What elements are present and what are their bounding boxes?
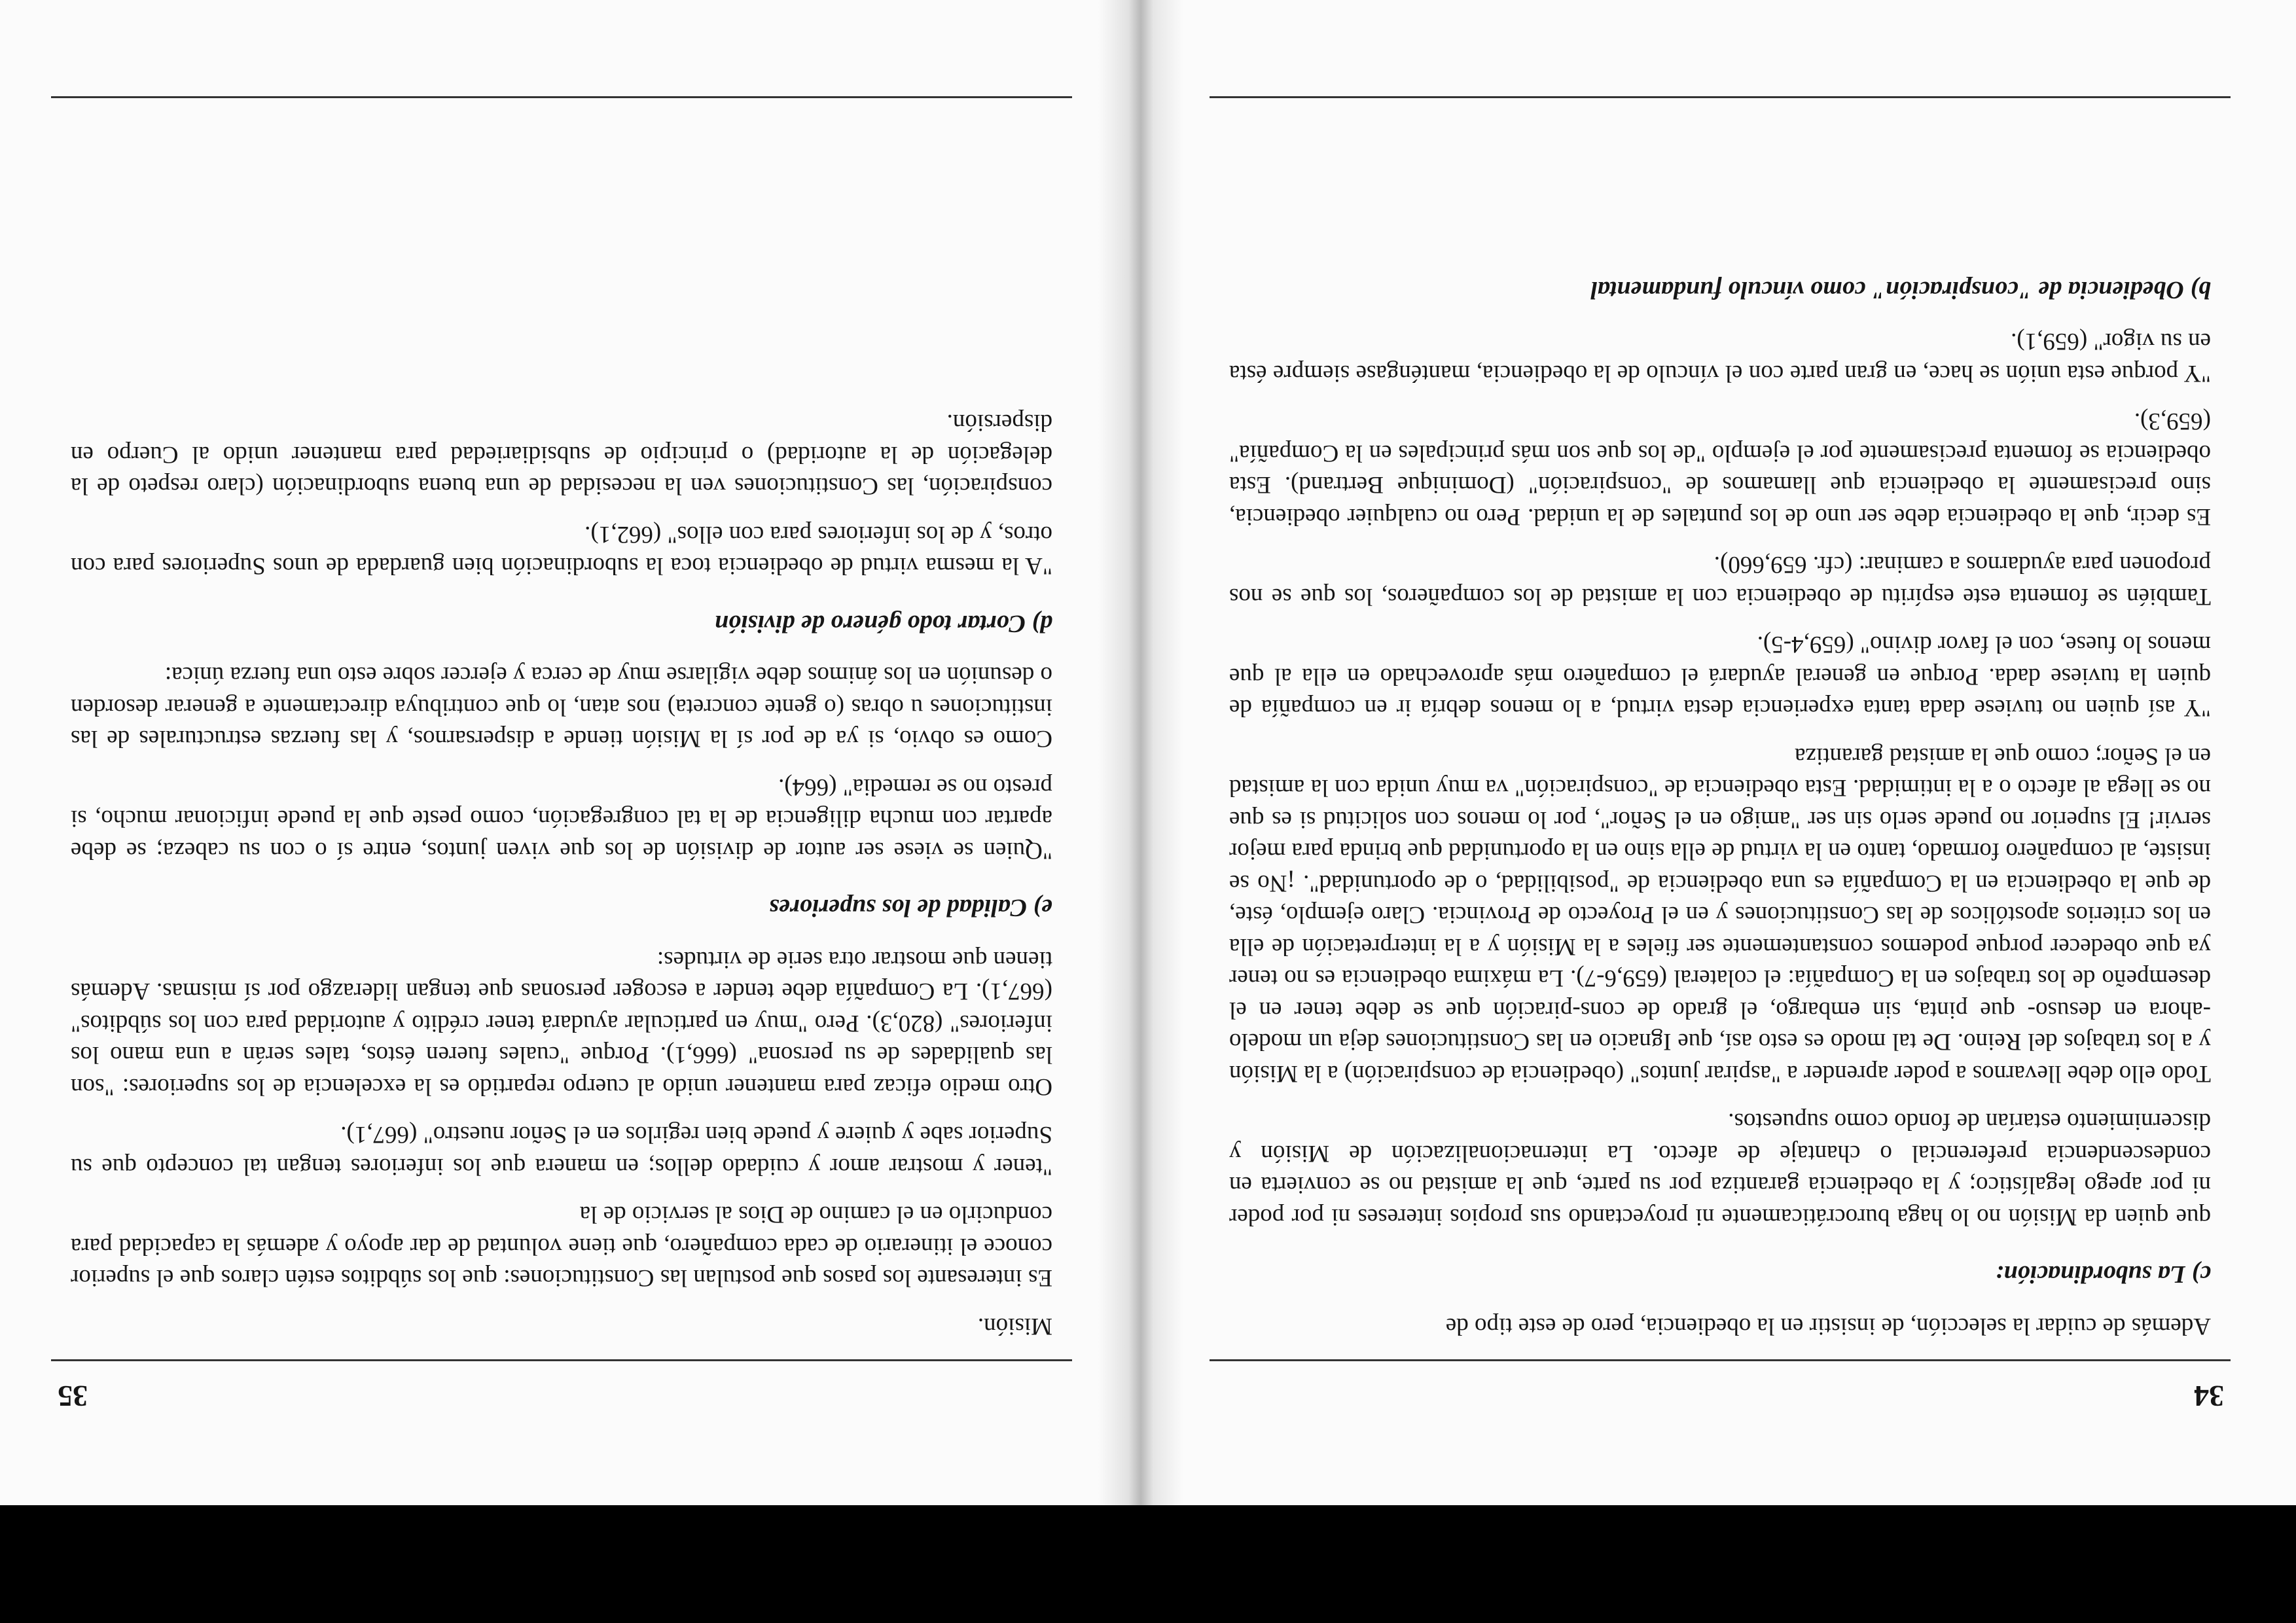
body-paragraph: que quien da Misión no lo haga burocráticamente ni proyectando sus propios intereses ni por poder ni por apego legalístico; y la obediencia garantiza por su parte, que la amistad no se convierta en condescendencia preferencial o chantaje de afecto. La internacionalización de Misión y discernimiento estarían de fondo como supuestos. xyxy=(1229,1108,2211,1230)
page-header xyxy=(1210,1374,2231,1414)
quotation-paragraph: "Y porque esta unión se hace, en gran parte con el vínculo de la obediencia, manténgase siempre ésta en su vigor" (659,1). xyxy=(1229,328,2211,387)
section-heading: b) Obediencia de "conspiración" como vínculo fundamental xyxy=(1590,276,2211,304)
body-paragraph: Como es obvio, si ya de por sí la Misión tiende a dispersarnos, y las fuerzas estructurales de las instituciones u obras (o gente concreta) nos atan, lo que contribuya directamente a generar desorden o desunión en los ánimos debe vigilarse muy de cerca y ejercer sobre esto una fuerza única: xyxy=(71,662,1052,753)
page-number: 34 xyxy=(2194,1380,2224,1413)
body-paragraph: También se fomenta este espíritu de obediencia con la amistad de los compañeros, los que se nos proponen para ayudarnos a caminar: (cfr. 659,660). xyxy=(1229,551,2211,610)
body-paragraph: Es interesante los pasos que postulan las Constituciones: que los súbditos estén claros que el superior conoce el itinerario de cada compañero, que tiene voluntad de dar apoyo y además la capacidad para conducirlo en el camino de Dios al servicio de la xyxy=(71,1201,1052,1292)
header-rule xyxy=(51,1359,1072,1361)
body-paragraph: Misión. xyxy=(977,1313,1052,1340)
section-heading: c) La subordinación: xyxy=(1995,1260,2211,1289)
header-rule xyxy=(1210,1359,2231,1361)
page-34 xyxy=(1183,0,2257,1505)
body-paragraph: Es decir, que la obediencia debe ser uno de los puntales de la unidad. Pero no cualquier obediencia, sino precisamente la obediencia que llamamos de "conspiración" (Dominique Bertrand). Esta obediencia se fomenta precisamente por el ejemplo "de los que son más principales en la Compañía" (659,3). xyxy=(1229,408,2211,530)
footer-rule xyxy=(1210,96,2231,98)
page-35 xyxy=(25,0,1098,1505)
quotation-paragraph: "Quien se viese ser autor de división de los que viven juntos, entre sí o con su cabeza; se debe apartar con mucha diligencia de la tal congregación, como peste que la puede inficionar mucho, si presto no se remedia" (664). xyxy=(71,774,1052,864)
body-paragraph: Todo ello debe llevarnos a poder aprender a "aspirar juntos" (obediencia de conspiración) a la Misión y a los trabajos del Reino. De tal modo es esto así, que Ignacio en las Constituciones deja un modelo -ahora en desuso- que pinta, sin embargo, el grado de cons-piración que se debe tener en el desempeño de los trabajos en la Compañía: el colateral (659,6-7). La máxima obediencia es no tener ya que obedecer porque podemos constantemente ser fieles a la Misión y a la interpretación de ella en los criterios apostólicos de las Constituciones y en el Proyecto de Provincia. Claro ejemplo, éste, de que la obediencia en la Compañía es una obediencia de "posibilidad, o de oportunidad". ¡No se insiste, al compañero formado, tanto en la virtud de ella sino en la oportunidad que brinda para mejor servir! El superior no puede serlo sin ser "amigo en el Señor", por lo menos con solicitud si es que no se llega al afecto o a la intimidad. Esta obediencia de "conspiración" va muy unida con la amistad en el Señor; como que la amistad garantiza xyxy=(1229,743,2211,1087)
page-text xyxy=(71,390,1052,1342)
page-header xyxy=(51,1374,1072,1414)
body-paragraph: Además de cuidar la selección, de insistir en la obediencia, pero de este tipo de xyxy=(1445,1313,2211,1340)
quotation-paragraph: "A la mesma virtud de obediencia toca la subordinación bien guardada de unos Superiores para con otros, y de los inferiores para con ellos" (662,1). xyxy=(71,521,1052,580)
body-paragraph: conspiración, las Constituciones ven la necesidad de una buena subordinación (claro respeto de la delegación de la autoridad) o principio de subsidiariedad para mantener unido al Cuerpo en dispersión. xyxy=(71,409,1052,500)
body-paragraph: Otro medio eficaz para mantener unido al cuerpo repartido es la excelencia de los superiores: "son las qualidades de su persona" (666,1). Porque "cuales fueren éstos, tales serán a una mano los inferiores" (820,3). Pero "muy en particular ayudará tener crédito y autoridad para con los súbditos" (667,1). La Compañía debe tender a escoger personas que tengan liderazgo por sí mismas. Además tienen que mostrar otra serie de virtudes: xyxy=(71,946,1052,1100)
quotation-paragraph: "tener y mostrar amor y cuidado dellos; en manera que los inferiores tengan tal concepto que su Superior sabe y quiere y puede bien regirlos en el Señor nuestro" (667,1). xyxy=(71,1121,1052,1180)
quotation-paragraph: "Y así quien no tuviese dada tanta experiencia desta virtud, a lo menos debría ir en compañía de quien la tuviese dada. Porque en general ayudará el compañero más aprovechado en ella al que menos lo fuese, con el favor divino" (659,4-5). xyxy=(1229,631,2211,722)
book-gutter xyxy=(1098,0,1183,1505)
section-heading: d) Cortar todo género de división xyxy=(714,610,1052,637)
page-text xyxy=(1229,248,2211,1342)
section-heading: e) Calidad de los superiores xyxy=(769,894,1052,922)
page-number: 35 xyxy=(58,1380,88,1413)
footer-rule xyxy=(51,96,1072,98)
